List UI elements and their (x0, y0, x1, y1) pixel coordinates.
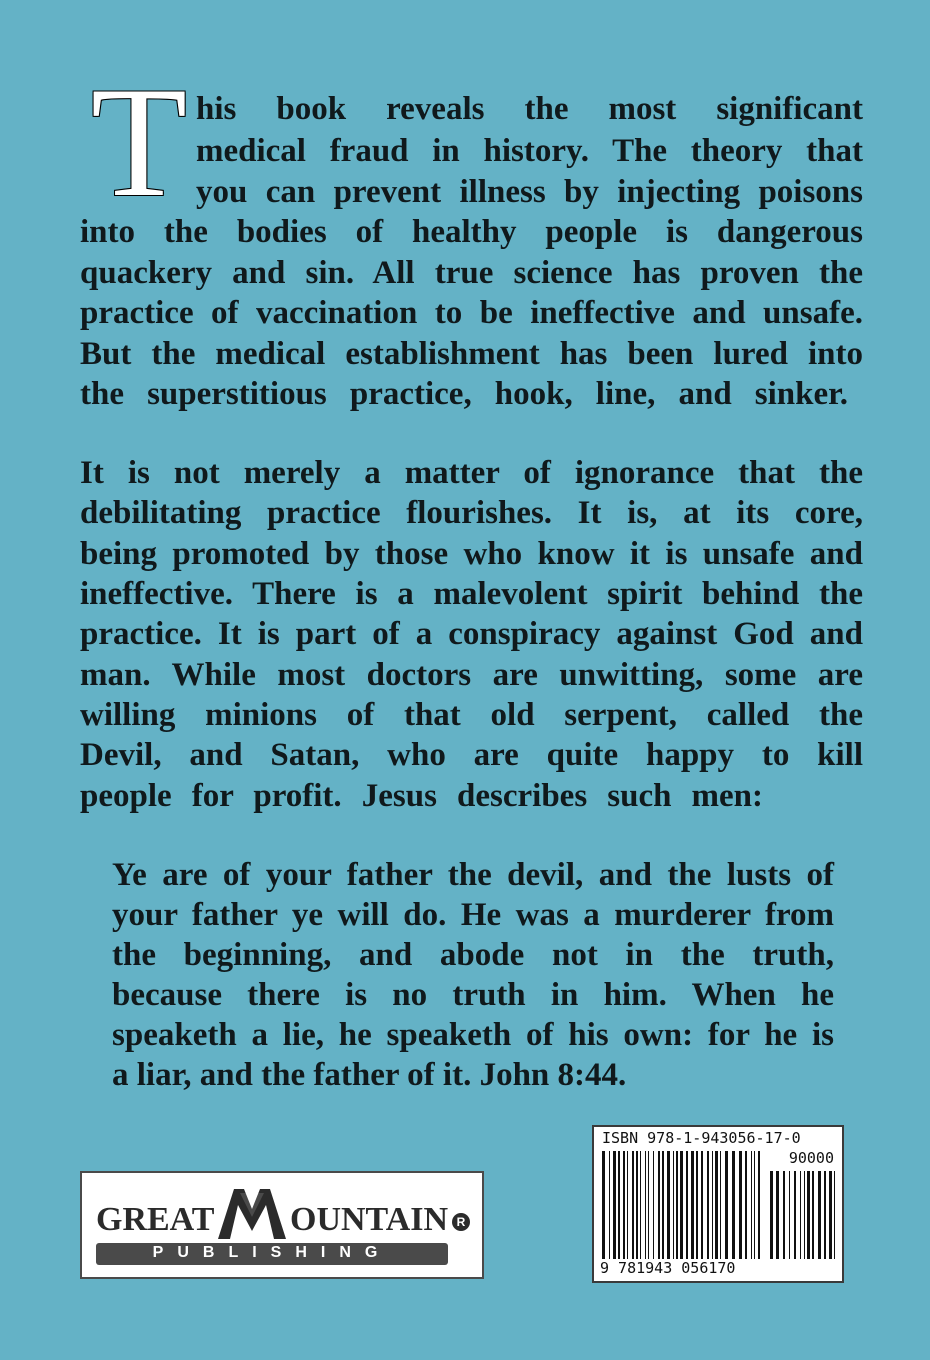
isbn-digits: 9 781943 056170 (600, 1259, 736, 1277)
text-line: practice. It is part of a conspiracy against God and (80, 616, 863, 652)
barcode-bar (732, 1151, 735, 1259)
barcode-bar (834, 1171, 835, 1259)
text-line: quackery and sin. All true science has proven the (80, 255, 863, 291)
barcode-bar (645, 1151, 646, 1259)
barcode-bar (653, 1151, 654, 1259)
barcode-bar (701, 1151, 703, 1259)
barcode-bar (824, 1171, 826, 1259)
publisher-logo (80, 1171, 484, 1279)
barcode-bar (783, 1171, 785, 1259)
barcode-bar (800, 1171, 801, 1259)
text-line: man. While most doctors are unwitting, some are (80, 657, 863, 693)
barcode-bar (602, 1151, 605, 1259)
barcode-bar (636, 1151, 638, 1259)
barcode-bar (623, 1151, 625, 1259)
logo-publishing-text: PUBLISHING (152, 1244, 392, 1261)
text-line: ineffective. There is a malevolent spirit behind the (80, 576, 863, 612)
text-line: Devil, and Satan, who are quite happy to kill (80, 737, 863, 773)
barcode-bar (739, 1151, 742, 1259)
barcode-bar (745, 1151, 747, 1259)
logo-band (96, 1243, 448, 1265)
text-line: But the medical establishment has been lured into (80, 336, 863, 372)
mountain-logo-icon (216, 1187, 288, 1246)
quote-line: Ye are of your father the devil, and the lusts of (112, 857, 834, 893)
barcode-bar (758, 1151, 760, 1259)
text-line: It is not merely a matter of ignorance that the (80, 455, 863, 491)
isbn-label: ISBN 978-1-943056-17-0 (602, 1129, 801, 1147)
barcode-bar (676, 1151, 678, 1259)
barcode-bar (618, 1151, 620, 1259)
drop-cap: T (90, 55, 188, 230)
text-line: into the bodies of healthy people is dangerous (80, 214, 863, 250)
barcode-bar (720, 1151, 721, 1259)
barcode-bar (667, 1151, 670, 1259)
barcode-bar (680, 1151, 683, 1259)
logo-word-great: GREAT (96, 1201, 215, 1238)
barcode-bar (754, 1151, 755, 1259)
barcode-bar (789, 1171, 790, 1259)
text-line: being promoted by those who know it is unsafe and (80, 536, 863, 572)
barcode-bar (712, 1151, 713, 1259)
barcode-bar (776, 1171, 779, 1259)
barcode-bar (627, 1151, 628, 1259)
barcode-bar (673, 1151, 674, 1259)
barcode-bar (807, 1171, 810, 1259)
barcode-bar (696, 1151, 698, 1259)
barcode-bar (632, 1151, 634, 1259)
isbn-barcode (592, 1125, 844, 1283)
barcode-bar (812, 1171, 814, 1259)
quote-line: your father ye will do. He was a murderer from (112, 897, 834, 933)
text-line: willing minions of that old serpent, called the (80, 697, 863, 733)
barcode-bars (602, 1151, 762, 1259)
barcode-bar (658, 1151, 660, 1259)
barcode-bar (707, 1151, 709, 1259)
barcode-bar (715, 1151, 718, 1259)
barcode-bar (725, 1151, 728, 1259)
barcode-bar (794, 1171, 796, 1259)
barcode-bar (818, 1171, 821, 1259)
barcode-bar (613, 1151, 616, 1259)
text-line: you can prevent illness by injecting poisons (196, 174, 863, 210)
text-line: debilitating practice flourishes. It is, at its core, (80, 495, 863, 531)
logo-word-ountain: OUNTAIN (290, 1201, 449, 1238)
text-line: his book reveals the most significant (196, 91, 863, 127)
barcode-bar (770, 1171, 773, 1259)
barcode-bar (804, 1171, 805, 1259)
quote-line: because there is no truth in him. When he (112, 977, 834, 1013)
text-line: the superstitious practice, hook, line, and sinker. (80, 376, 848, 412)
barcode-bar (640, 1151, 641, 1259)
barcode-bar (686, 1151, 688, 1259)
text-line: practice of vaccination to be ineffective and unsafe. (80, 295, 863, 331)
addon-barcode-bars (770, 1171, 836, 1259)
barcode-bar (829, 1171, 832, 1259)
quote-line: a liar, and the father of it. John 8:44. (112, 1057, 627, 1093)
addon-label: 90000 (788, 1149, 834, 1167)
registered-mark-icon: R (452, 1213, 470, 1231)
text-line: people for profit. Jesus describes such men: (80, 778, 763, 814)
barcode-bar (751, 1151, 752, 1259)
barcode-bar (662, 1151, 664, 1259)
barcode-bar (691, 1151, 694, 1259)
barcode-bar (609, 1151, 610, 1259)
quote-line: the beginning, and abode not in the truth, (112, 937, 834, 973)
text-line: medical fraud in history. The theory that (196, 133, 863, 169)
barcode-bar (648, 1151, 649, 1259)
quote-line: speaketh a lie, he speaketh of his own: for he is (112, 1017, 834, 1053)
